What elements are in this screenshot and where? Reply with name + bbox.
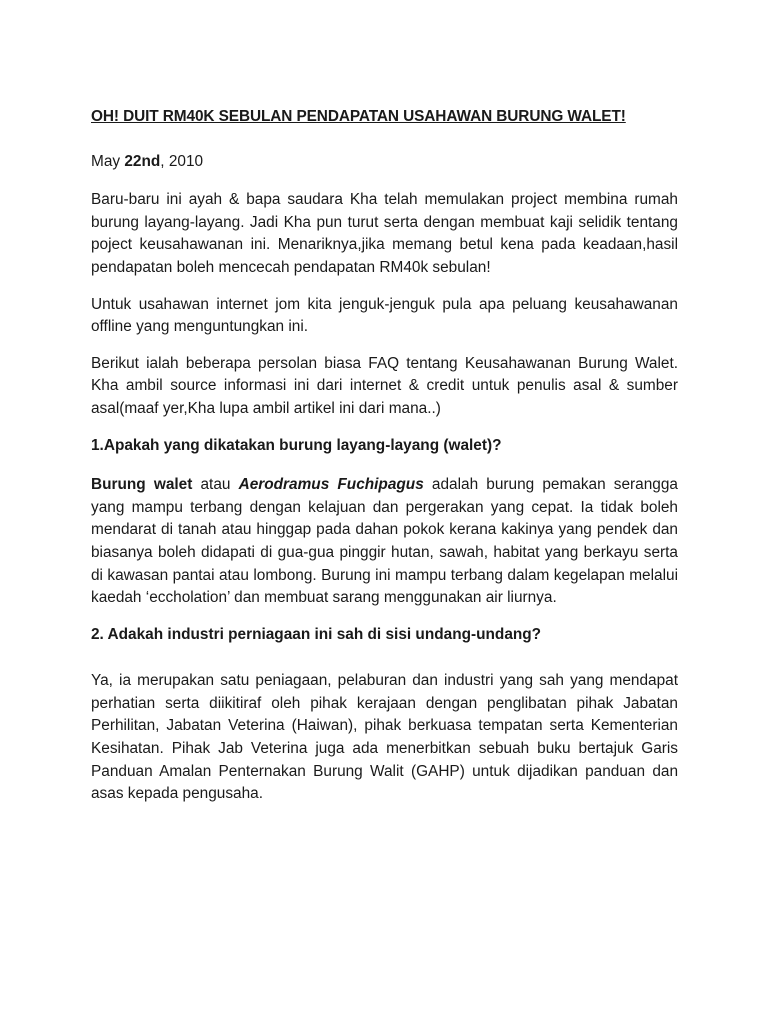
faq-answer-1 [91, 474, 678, 610]
answer-1-text: adalah burung pemakan serangga yang mampu terbang dengan kelajuan dan pergerakan yang cepat. Ia tidak boleh mendarat di tanah atau hinggap pada dahan pokok kerana kakinya yang pendek dan biasanya boleh didapati di gua-gua pinggir hutan, sawah, habitat yang berkayu serta di kawasan pantai atau lombong. Burung ini mampu terbang dalam kegelapan melalui kaedah ‘eccholation’ dan membuat sarang menggunakan air liurnya. [91, 476, 678, 607]
document-body [91, 106, 678, 820]
answer-1-bold-term: Burung walet [91, 476, 193, 494]
paragraph-intro: Baru-baru ini ayah & bapa saudara Kha telah memulakan project membina rumah burung layang-layang. Jadi Kha pun turut serta dengan membuat kaji selidik tentang poject keusahawanan ini. Menariknya,jika memang betul kena pada keadaan,hasil pendapatan boleh mencecah pendapatan RM40k sebulan! [91, 191, 678, 276]
paragraph-internet: Untuk usahawan internet jom kita jenguk-jenguk pula apa peluang keusahawanan offline yang menguntungkan ini. [91, 295, 678, 336]
paragraph-faq-intro: Berikut ialah beberapa persolan biasa FAQ tentang Keusahawanan Burung Walet. Kha ambil source informasi ini dari internet & credit untuk penulis asal & sumber asal(maaf yer,Kha lupa ambil artikel ini dari mana..) [91, 354, 678, 417]
faq-answer-2: Ya, ia merupakan satu peniagaan, pelaburan dan industri yang sah yang mendapat perhatian serta diikitiraf oleh pihak kerajaan dengan penglibatan pihak Jabatan Perhilitan, Jabatan Veterina (Haiwan), pihak berkuasa tempatan serta Kementerian Kesihatan. Pihak Jab Veterina juga ada menerbitkan sebuah buku bertajuk Garis Panduan Amalan Penternakan Burung Walit (GAHP) untuk dijadikan panduan dan asas kepada pengusaha. [91, 672, 678, 803]
faq-question-2: 2. Adakah industri perniagaan ini sah di sisi undang-undang? [91, 625, 542, 643]
document-title: OH! DUIT RM40K SEBULAN PENDAPATAN USAHAWAN BURUNG WALET! [91, 108, 626, 125]
faq-question-1: 1.Apakah yang dikatakan burung layang-layang (walet)? [91, 436, 502, 454]
date-month: May [91, 152, 121, 170]
answer-1-connector: atau [192, 476, 239, 494]
post-date [91, 151, 678, 174]
date-day: 22nd [124, 152, 161, 170]
date-year: 2010 [168, 152, 204, 170]
answer-1-scientific-name: Aerodramus Fuchipagus [238, 476, 424, 494]
date-separator: , [160, 152, 169, 170]
